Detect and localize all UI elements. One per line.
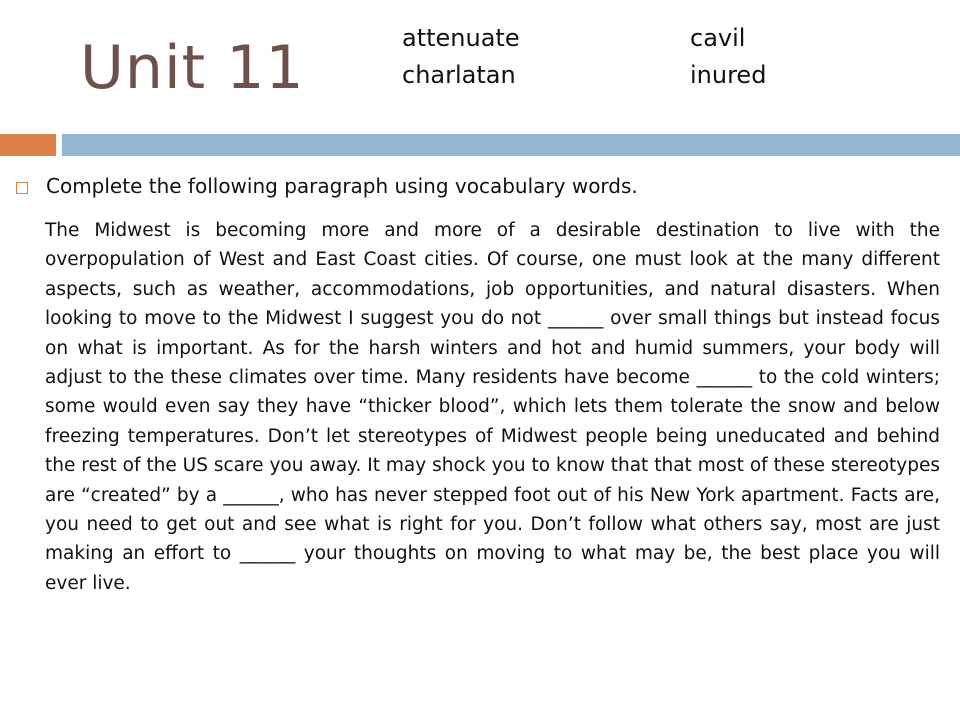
accent-bar-orange	[0, 134, 56, 156]
vocab-word-attenuate: attenuate	[402, 24, 520, 52]
fill-in-paragraph: The Midwest is becoming more and more of a desirable destination to live with the overpopulation of West and East Coast cities. Of course, one must look at the many different aspects, such as weather, accommodations, job opportunities, and natural disasters. When looking to move to the Midwest I suggest you do not ______ over small things but instead focus on what is important. As for the harsh winters and hot and humid summers, your body will adjust to the these climates over time. Many residents have become ______ to the cold winters; some would even say they have “thicker blood”, which lets them tolerate the snow and below freezing temperatures. Don’t let stereotypes of Midwest people being uneducated and behind the rest of the US scare you away. It may shock you to know that that most of these stereotypes are “created” by a ______, who has never stepped foot out of his New York apartment. Facts are, you need to get out and see what is right for you. Don’t follow what others say, most are just making an effort to ______ your thoughts on moving to what may be, the best place you will ever live.	[45, 220, 940, 594]
vocab-word-inured: inured	[690, 61, 767, 89]
square-bullet-icon	[16, 182, 28, 194]
accent-bar-blue	[62, 134, 960, 156]
instruction-text: Complete the following paragraph using vocabulary words.	[46, 174, 638, 198]
vocab-word-charlatan: charlatan	[402, 61, 516, 89]
slide-title: Unit 11	[80, 33, 305, 103]
vocab-word-cavil: cavil	[690, 24, 746, 52]
